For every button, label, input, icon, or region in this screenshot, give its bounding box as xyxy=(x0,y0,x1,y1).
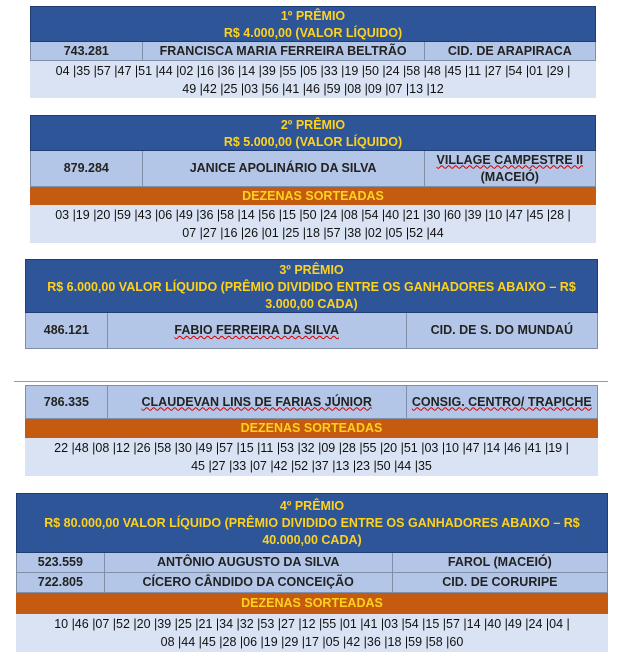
prize3-header xyxy=(25,259,598,313)
prize4-numbers xyxy=(16,614,608,652)
page-separator xyxy=(14,381,608,382)
winner-name: JANICE APOLINÁRIO DA SILVA xyxy=(143,151,425,186)
prize4-winner-row-1 xyxy=(16,553,608,573)
prize2-numbers xyxy=(30,205,596,243)
winner-name-text: CLAUDEVAN LINS DE FARIAS JÚNIOR xyxy=(141,394,372,409)
ticket-number: 486.121 xyxy=(26,313,108,348)
winner-city xyxy=(407,386,597,418)
prize1-numbers xyxy=(30,61,596,98)
winner-city-text: CONSIG. CENTRO/ TRAPICHE xyxy=(411,394,592,409)
prize1-winner-row xyxy=(30,42,596,61)
prize1-value: R$ 4.000,00 (VALOR LÍQUIDO) xyxy=(223,26,403,40)
prize3-value-line1: R$ 6.000,00 VALOR LÍQUIDO (PRÊMIO DIVIDIDO ENTRE OS GANHADORES ABAIXO – R$ xyxy=(47,280,576,294)
winner-name-text: FABIO FERREIRA DA SILVA xyxy=(174,323,339,337)
numbers-line: 08 |44 |45 |28 |06 |19 |29 |17 |05 |42 |36 |18 |59 |58 |60 xyxy=(160,634,464,649)
prize3-value-line2: 3.000,00 CADA) xyxy=(265,297,358,311)
numbers-line: 03 |19 |20 |59 |43 |06 |49 |36 |58 |14 |56 |15 |50 |24 |08 |54 |40 |21 |30 |60 |39 |10 |47 |45 |28 | xyxy=(55,208,571,222)
prize4-value-line1: R$ 80.000,00 VALOR LÍQUIDO (PRÊMIO DIVIDIDO ENTRE OS GANHADORES ABAIXO – R$ xyxy=(44,516,580,530)
numbers-line: 04 |35 |57 |47 |51 |44 |02 |16 |36 |14 |39 |55 |05 |33 |19 |50 |24 |58 |48 |45 |11 |27 |54 |01 |29 | xyxy=(55,64,571,78)
prize4-header xyxy=(16,493,608,553)
prize2-block xyxy=(30,115,596,243)
prize3-block xyxy=(25,259,598,349)
ticket-number: 879.284 xyxy=(31,151,143,186)
prize3-numbers xyxy=(25,438,598,476)
prize3-winner-row-2 xyxy=(25,385,598,419)
winner-name xyxy=(108,313,407,348)
prize4-draw-label: DEZENAS SORTEADAS xyxy=(16,593,608,614)
prize2-header xyxy=(30,115,596,151)
prize2-title: 2º PRÊMIO xyxy=(280,118,346,132)
prize1-header xyxy=(30,6,596,42)
prize2-value: R$ 5.000,00 (VALOR LÍQUIDO) xyxy=(223,135,403,149)
ticket-number: 722.805 xyxy=(17,573,105,592)
prize4-block xyxy=(16,493,608,652)
winner-name: ANTÔNIO AUGUSTO DA SILVA xyxy=(105,553,393,572)
numbers-line: 07 |27 |16 |26 |01 |25 |18 |57 |38 |02 |05 |52 |44 xyxy=(182,225,444,240)
prize4-title: 4º PRÊMIO xyxy=(279,499,345,513)
prize2-draw-label: DEZENAS SORTEADAS xyxy=(30,187,596,205)
numbers-line: 22 |48 |08 |12 |26 |58 |30 |49 |57 |15 |11 |53 |32 |09 |28 |55 |20 |51 |03 |10 |47 |14 |46 |41 |19 | xyxy=(54,441,569,455)
winner-name: CÍCERO CÂNDIDO DA CONCEIÇÃO xyxy=(105,573,393,592)
numbers-line: 45 |27 |33 |07 |42 |52 |37 |13 |23 |50 |44 |35 xyxy=(191,458,432,473)
prize2-winner-row xyxy=(30,151,596,187)
winner-name xyxy=(108,386,407,418)
prize4-winner-row-2 xyxy=(16,573,608,593)
prize4-value-line2: 40.000,00 CADA) xyxy=(262,533,362,547)
numbers-line: 49 |42 |25 |03 |56 |41 |46 |59 |08 |09 |07 |13 |12 xyxy=(182,81,444,96)
winner-city: FAROL (MACEIÓ) xyxy=(447,555,552,569)
winner-city-line2: (MACEIÓ) xyxy=(480,169,539,184)
ticket-number: 743.281 xyxy=(31,42,143,60)
prize1-block xyxy=(30,6,596,98)
prize3-title: 3º PRÊMIO xyxy=(279,263,344,277)
winner-city: CID. DE ARAPIRACA xyxy=(447,43,572,58)
winner-city: CID. DE S. DO MUNDAÚ xyxy=(430,323,574,337)
winner-city: CID. DE CORURIPE xyxy=(442,575,558,589)
winner-name: FRANCISCA MARIA FERREIRA BELTRÃO xyxy=(143,42,425,60)
numbers-line: 10 |46 |07 |52 |20 |39 |25 |21 |34 |32 |53 |27 |12 |55 |01 |41 |03 |54 |15 |57 |14 |40 |49 |24 |04 | xyxy=(54,617,570,631)
prize3-draw-label: DEZENAS SORTEADAS xyxy=(25,419,598,438)
winner-city xyxy=(425,151,595,186)
prize3-winner-row xyxy=(25,313,598,349)
winner-city-line1: VILLAGE CAMPESTRE II xyxy=(436,152,584,167)
prize1-title: 1º PRÊMIO xyxy=(280,9,346,23)
prize3-continued-block xyxy=(25,385,598,476)
ticket-number: 786.335 xyxy=(26,386,108,418)
ticket-number: 523.559 xyxy=(17,553,105,572)
